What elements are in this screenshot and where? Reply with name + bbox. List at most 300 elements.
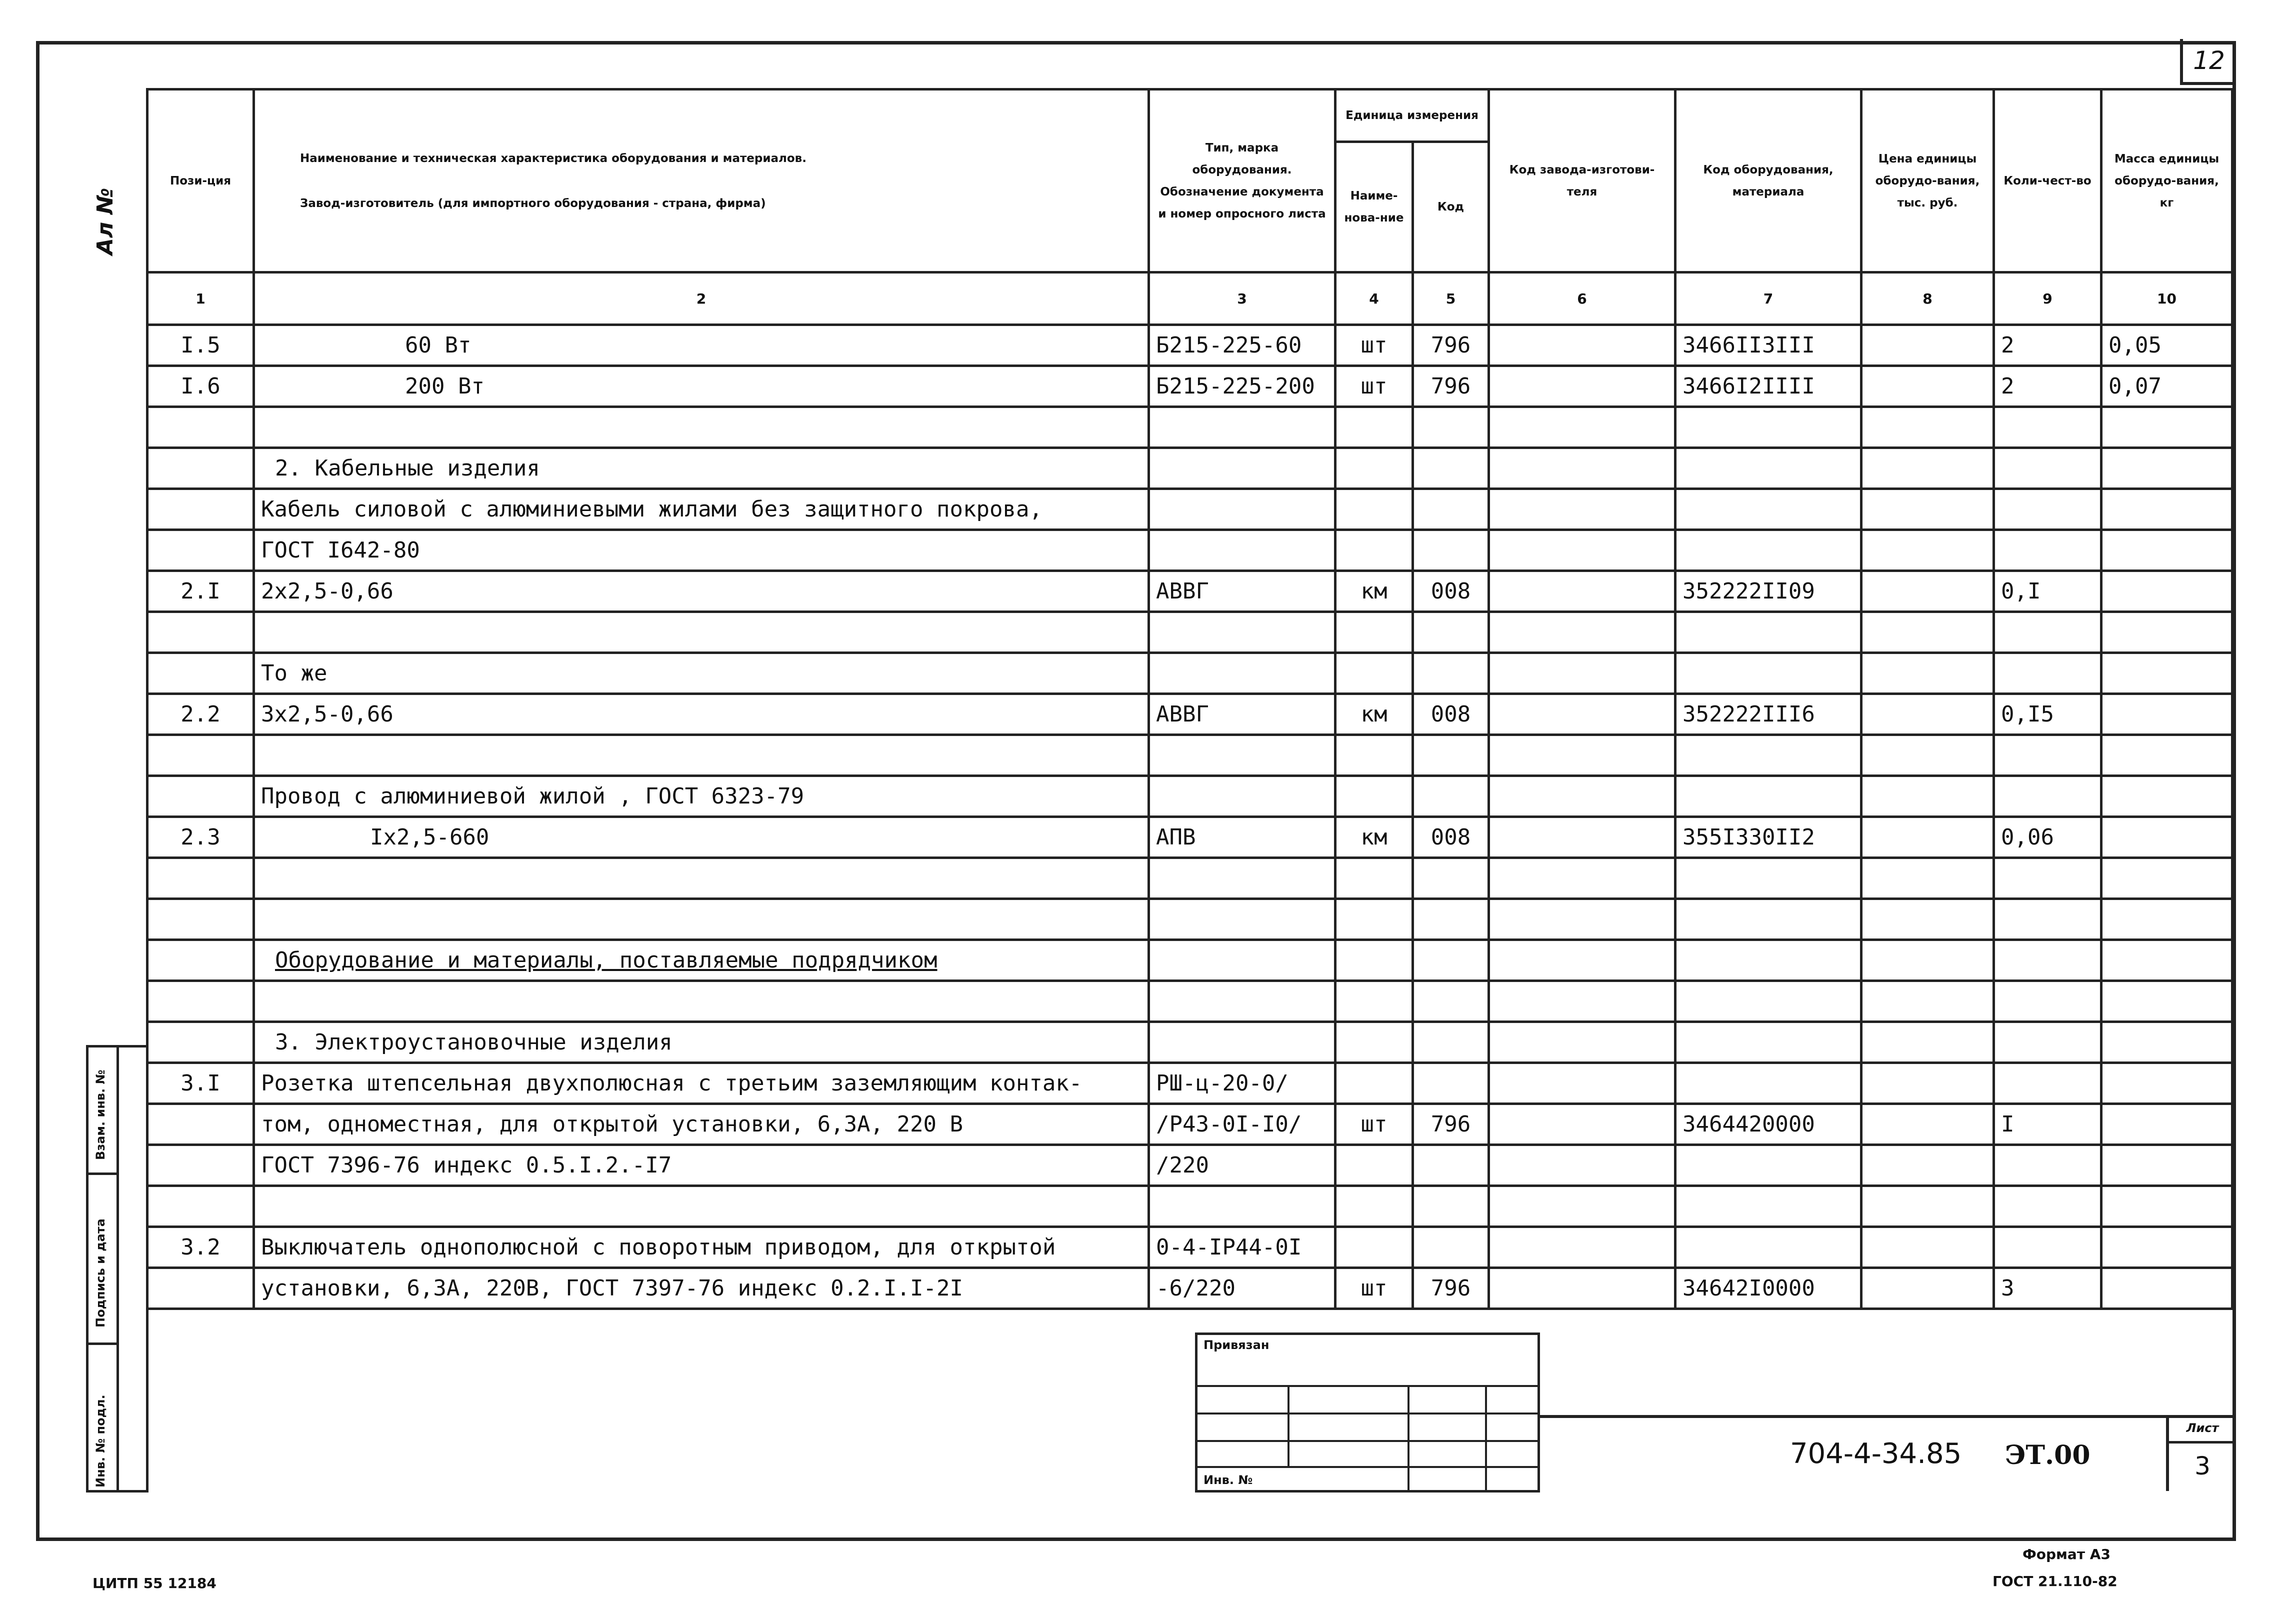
table-row <box>148 1186 2232 1227</box>
cell-unit <box>1336 776 1413 817</box>
cell-type <box>1149 981 1336 1022</box>
cell-equipment-code <box>1676 489 1862 530</box>
table-row <box>148 1063 2232 1104</box>
cell-equipment-code <box>1676 776 1862 817</box>
cell-position <box>148 612 254 653</box>
cell-name <box>254 981 1149 1022</box>
cell-type <box>1149 735 1336 776</box>
column-number: 1 <box>148 272 254 325</box>
stamp-line <box>1408 1385 1410 1490</box>
cell-unit-code <box>1413 735 1489 776</box>
table-row <box>148 858 2232 899</box>
cell-equipment-code <box>1676 981 1862 1022</box>
specification-body <box>148 325 2232 1309</box>
cell-name <box>254 899 1149 940</box>
cell-unit-code <box>1413 530 1489 571</box>
cell-unit <box>1336 858 1413 899</box>
cell-position <box>148 530 254 571</box>
table-row <box>148 899 2232 940</box>
cell-unit <box>1336 1022 1413 1063</box>
cell-mass <box>2102 1186 2232 1227</box>
cell-plant-code <box>1489 407 1676 448</box>
cell-mass <box>2102 448 2232 489</box>
cell-position <box>148 940 254 981</box>
cell-mass <box>2102 981 2232 1022</box>
cell-plant-code <box>1489 448 1676 489</box>
cell-name <box>254 1186 1149 1227</box>
cell-position <box>148 899 254 940</box>
table-row <box>148 940 2232 981</box>
cell-price <box>1862 694 1994 735</box>
cell-unit <box>1336 899 1413 940</box>
table-row <box>148 1145 2232 1186</box>
cell-type <box>1149 1186 1336 1227</box>
cell-type <box>1149 612 1336 653</box>
cell-mass <box>2102 1104 2232 1145</box>
cell-price <box>1862 1104 1994 1145</box>
cell-name: 3х2,5-0,66 <box>254 694 1149 735</box>
cell-unit-code <box>1413 489 1489 530</box>
cell-mass: 0,05 <box>2102 325 2232 366</box>
cell-mass <box>2102 1145 2232 1186</box>
cell-position <box>148 489 254 530</box>
cell-position: I.6 <box>148 366 254 407</box>
sign-date-label: Подпись и дата <box>94 1218 108 1328</box>
cell-unit: шт <box>1336 1104 1413 1145</box>
table-row <box>148 735 2232 776</box>
table-row <box>148 817 2232 858</box>
cell-quantity <box>1994 448 2102 489</box>
cell-quantity <box>1994 1063 2102 1104</box>
cell-unit-code <box>1413 899 1489 940</box>
cell-unit: км <box>1336 817 1413 858</box>
table-row <box>148 448 2232 489</box>
header-name-line2: Завод-изготовитель (для импортного оборудования - страна, фирма) <box>300 196 766 210</box>
cell-type <box>1149 776 1336 817</box>
cell-name: 2. Кабельные изделия <box>254 448 1149 489</box>
cell-mass <box>2102 1268 2232 1309</box>
cell-name: 60 Вт <box>254 325 1149 366</box>
cell-name: том, одноместная, для открытой установки, 6,3А, 220 В <box>254 1104 1149 1145</box>
cell-mass <box>2102 735 2232 776</box>
cell-position <box>148 735 254 776</box>
cell-type <box>1149 448 1336 489</box>
cell-quantity <box>1994 1145 2102 1186</box>
cell-position: 3.I <box>148 1063 254 1104</box>
cell-unit-code: 796 <box>1413 366 1489 407</box>
cell-price <box>1862 735 1994 776</box>
cell-plant-code <box>1489 981 1676 1022</box>
cell-plant-code <box>1489 1268 1676 1309</box>
cell-unit-code: 008 <box>1413 817 1489 858</box>
cell-mass <box>2102 776 2232 817</box>
cell-quantity: I <box>1994 1104 2102 1145</box>
cell-name <box>254 735 1149 776</box>
cell-quantity <box>1994 489 2102 530</box>
cell-plant-code <box>1489 571 1676 612</box>
cell-unit-code: 796 <box>1413 1268 1489 1309</box>
cell-plant-code <box>1489 1145 1676 1186</box>
cell-price <box>1862 1022 1994 1063</box>
cell-unit-code <box>1413 448 1489 489</box>
binding-stamp <box>1195 1332 1540 1492</box>
cell-price <box>1862 366 1994 407</box>
cell-equipment-code <box>1676 653 1862 694</box>
cell-plant-code <box>1489 325 1676 366</box>
cell-price <box>1862 817 1994 858</box>
cell-quantity <box>1994 1186 2102 1227</box>
cell-unit-code: 796 <box>1413 1104 1489 1145</box>
cell-unit-code <box>1413 407 1489 448</box>
cell-plant-code <box>1489 1227 1676 1268</box>
cell-mass <box>2102 407 2232 448</box>
cell-mass <box>2102 1022 2232 1063</box>
cell-position: 3.2 <box>148 1227 254 1268</box>
stamp-label-top: Привязан <box>1204 1338 1270 1352</box>
cell-name: Оборудование и материалы, поставляемые подрядчиком <box>254 940 1149 981</box>
header-unit-name: Наиме-нова-ние <box>1336 142 1413 272</box>
cell-unit <box>1336 940 1413 981</box>
specification-table <box>146 88 2234 1310</box>
sheet-number-box <box>2166 1415 2236 1491</box>
cell-quantity <box>1994 858 2102 899</box>
cell-unit <box>1336 653 1413 694</box>
cell-type: /Р43-0I-I0/ <box>1149 1104 1336 1145</box>
cell-equipment-code <box>1676 899 1862 940</box>
header-mass: Масса единицы оборудо-вания, кг <box>2102 90 2232 272</box>
column-number: 3 <box>1149 272 1336 325</box>
side-divider <box>88 1172 116 1175</box>
header-name-line1: Наименование и техническая характеристика оборудования и материалов. <box>300 152 806 165</box>
cell-name: установки, 6,3А, 220В, ГОСТ 7397-76 индекс 0.2.I.I-2I <box>254 1268 1149 1309</box>
table-row <box>148 612 2232 653</box>
archive-number-label: Ал № <box>92 188 118 255</box>
cell-name <box>254 858 1149 899</box>
cell-plant-code <box>1489 735 1676 776</box>
cell-type: РШ-ц-20-0/ <box>1149 1063 1336 1104</box>
cell-unit <box>1336 407 1413 448</box>
cell-position <box>148 1145 254 1186</box>
cell-quantity <box>1994 653 2102 694</box>
cell-mass <box>2102 1227 2232 1268</box>
cell-unit: шт <box>1336 1268 1413 1309</box>
cell-price <box>1862 653 1994 694</box>
cell-plant-code <box>1489 940 1676 981</box>
cell-type: АВВГ <box>1149 571 1336 612</box>
cell-price <box>1862 612 1994 653</box>
cell-mass <box>2102 612 2232 653</box>
cell-quantity <box>1994 776 2102 817</box>
table-row <box>148 325 2232 366</box>
cell-unit <box>1336 981 1413 1022</box>
cell-price <box>1862 448 1994 489</box>
cell-mass <box>2102 571 2232 612</box>
table-row <box>148 1268 2232 1309</box>
cell-plant-code <box>1489 817 1676 858</box>
cell-unit-code <box>1413 1186 1489 1227</box>
cell-quantity <box>1994 1227 2102 1268</box>
table-row <box>148 1022 2232 1063</box>
cell-price <box>1862 407 1994 448</box>
cell-unit-code <box>1413 1227 1489 1268</box>
cell-mass <box>2102 653 2232 694</box>
cell-type <box>1149 530 1336 571</box>
cell-unit <box>1336 448 1413 489</box>
cell-mass <box>2102 899 2232 940</box>
cell-price <box>1862 489 1994 530</box>
cell-type <box>1149 653 1336 694</box>
document-number: 704-4-34.85 <box>1790 1438 1962 1470</box>
cell-unit-code <box>1413 1022 1489 1063</box>
cell-price <box>1862 530 1994 571</box>
cell-equipment-code: 3464420000 <box>1676 1104 1862 1145</box>
column-number: 8 <box>1862 272 1994 325</box>
document-code: ЭТ.00 <box>2005 1440 2090 1470</box>
cell-equipment-code <box>1676 612 1862 653</box>
cell-unit: км <box>1336 571 1413 612</box>
cell-quantity: 2 <box>1994 325 2102 366</box>
cell-type <box>1149 1022 1336 1063</box>
cell-price <box>1862 940 1994 981</box>
cell-price <box>1862 1227 1994 1268</box>
header-unit-group: Единица измерения <box>1336 90 1489 142</box>
sheet-label: Лист <box>2169 1415 2236 1444</box>
stamp-label-bottom: Инв. № <box>1204 1473 1253 1487</box>
header-equipment-code: Код оборудования, материала <box>1676 90 1862 272</box>
cell-name: Iх2,5-660 <box>254 817 1149 858</box>
stamp-line <box>1198 1385 1538 1387</box>
cell-unit <box>1336 1145 1413 1186</box>
cell-position <box>148 1186 254 1227</box>
cell-position <box>148 1268 254 1309</box>
sheet-corner-number: 12 <box>2180 39 2235 85</box>
cell-mass <box>2102 1063 2232 1104</box>
cell-equipment-code <box>1676 1063 1862 1104</box>
header-type: Тип, марка оборудования. Обозначение документа и номер опросного листа <box>1149 90 1336 272</box>
cell-price <box>1862 776 1994 817</box>
cell-plant-code <box>1489 858 1676 899</box>
cell-plant-code <box>1489 653 1676 694</box>
cell-type: -6/220 <box>1149 1268 1336 1309</box>
stamp-line <box>1198 1466 1538 1468</box>
header-unit-code: Код <box>1413 142 1489 272</box>
cell-unit <box>1336 1186 1413 1227</box>
cell-name: То же <box>254 653 1149 694</box>
cell-unit-code: 008 <box>1413 694 1489 735</box>
cell-equipment-code: 3466II3III <box>1676 325 1862 366</box>
cell-position <box>148 448 254 489</box>
cell-name: Розетка штепсельная двухполюсная с третьим заземляющим контак- <box>254 1063 1149 1104</box>
cell-type: АПВ <box>1149 817 1336 858</box>
cell-equipment-code: 355I330II2 <box>1676 817 1862 858</box>
cell-name: 3. Электроустановочные изделия <box>254 1022 1149 1063</box>
cell-type <box>1149 940 1336 981</box>
cell-equipment-code <box>1676 858 1862 899</box>
table-row <box>148 694 2232 735</box>
cell-equipment-code <box>1676 1227 1862 1268</box>
cell-mass <box>2102 817 2232 858</box>
cell-equipment-code <box>1676 1186 1862 1227</box>
cell-unit-code <box>1413 981 1489 1022</box>
table-row <box>148 530 2232 571</box>
header-position: Пози-ция <box>148 90 254 272</box>
column-number: 10 <box>2102 272 2232 325</box>
replace-inv-label: Взам. инв. № <box>94 1070 108 1160</box>
stamp-line <box>1288 1385 1290 1466</box>
cell-position <box>148 776 254 817</box>
column-number: 7 <box>1676 272 1862 325</box>
cell-unit-code <box>1413 1063 1489 1104</box>
cell-quantity: 3 <box>1994 1268 2102 1309</box>
cell-name: Выключатель однополюсной с поворотным приводом, для открытой <box>254 1227 1149 1268</box>
table-row <box>148 1104 2232 1145</box>
cell-price <box>1862 1268 1994 1309</box>
cell-mass <box>2102 940 2232 981</box>
cell-price <box>1862 981 1994 1022</box>
cell-type: 0-4-IP44-0I <box>1149 1227 1336 1268</box>
cell-mass <box>2102 858 2232 899</box>
cell-plant-code <box>1489 1186 1676 1227</box>
cell-name: 2х2,5-0,66 <box>254 571 1149 612</box>
cell-plant-code <box>1489 694 1676 735</box>
footer-format: Формат А3 <box>2022 1546 2110 1562</box>
cell-quantity <box>1994 899 2102 940</box>
cell-type <box>1149 858 1336 899</box>
column-number: 9 <box>1994 272 2102 325</box>
cell-type <box>1149 489 1336 530</box>
cell-type: Б215-225-60 <box>1149 325 1336 366</box>
cell-name: Провод с алюминиевой жилой , ГОСТ 6323-79 <box>254 776 1149 817</box>
cell-unit-code <box>1413 858 1489 899</box>
cell-quantity <box>1994 1022 2102 1063</box>
cell-type <box>1149 899 1336 940</box>
stamp-line <box>1198 1440 1538 1442</box>
cell-plant-code <box>1489 1022 1676 1063</box>
cell-unit <box>1336 530 1413 571</box>
cell-unit-code <box>1413 940 1489 981</box>
cell-price <box>1862 571 1994 612</box>
cell-equipment-code: 34642I0000 <box>1676 1268 1862 1309</box>
cell-position <box>148 1104 254 1145</box>
cell-name: Кабель силовой с алюминиевыми жилами без защитного покрова, <box>254 489 1149 530</box>
column-number: 2 <box>254 272 1149 325</box>
side-signature-block <box>86 1045 148 1492</box>
header-quantity: Коли-чест-во <box>1994 90 2102 272</box>
cell-equipment-code: 352222II09 <box>1676 571 1862 612</box>
cell-position <box>148 1022 254 1063</box>
cell-mass <box>2102 694 2232 735</box>
table-row <box>148 981 2232 1022</box>
cell-unit <box>1336 489 1413 530</box>
cell-quantity: 2 <box>1994 366 2102 407</box>
cell-unit-code: 796 <box>1413 325 1489 366</box>
cell-position <box>148 858 254 899</box>
cell-quantity <box>1994 407 2102 448</box>
cell-unit: шт <box>1336 366 1413 407</box>
column-number: 5 <box>1413 272 1489 325</box>
cell-quantity: 0,I <box>1994 571 2102 612</box>
column-number: 6 <box>1489 272 1676 325</box>
cell-equipment-code <box>1676 407 1862 448</box>
cell-equipment-code: 352222III6 <box>1676 694 1862 735</box>
cell-unit: км <box>1336 694 1413 735</box>
cell-name: ГОСТ 7396-76 индекс 0.5.I.2.-I7 <box>254 1145 1149 1186</box>
cell-price <box>1862 325 1994 366</box>
cell-equipment-code <box>1676 448 1862 489</box>
cell-price <box>1862 1063 1994 1104</box>
stamp-line <box>1198 1412 1538 1414</box>
cell-unit-code <box>1413 1145 1489 1186</box>
cell-unit-code <box>1413 612 1489 653</box>
cell-equipment-code <box>1676 1145 1862 1186</box>
cell-price <box>1862 1186 1994 1227</box>
cell-plant-code <box>1489 899 1676 940</box>
header-name <box>254 90 1149 272</box>
cell-type: АВВГ <box>1149 694 1336 735</box>
cell-equipment-code <box>1676 530 1862 571</box>
cell-position <box>148 653 254 694</box>
title-block-line <box>1540 1415 2236 1418</box>
cell-position: I.5 <box>148 325 254 366</box>
table-row <box>148 366 2232 407</box>
cell-mass <box>2102 530 2232 571</box>
sheet-number: 3 <box>2194 1452 2210 1480</box>
side-divider <box>88 1342 116 1345</box>
cell-mass <box>2102 489 2232 530</box>
cell-unit <box>1336 1227 1413 1268</box>
cell-position <box>148 407 254 448</box>
cell-name <box>254 612 1149 653</box>
table-row <box>148 489 2232 530</box>
cell-plant-code <box>1489 366 1676 407</box>
stamp-line <box>1485 1385 1487 1490</box>
cell-unit <box>1336 1063 1413 1104</box>
cell-quantity <box>1994 981 2102 1022</box>
header-plant-code: Код завода-изготови-теля <box>1489 90 1676 272</box>
cell-quantity <box>1994 530 2102 571</box>
cell-quantity <box>1994 612 2102 653</box>
cell-equipment-code <box>1676 1022 1862 1063</box>
cell-unit: шт <box>1336 325 1413 366</box>
cell-quantity <box>1994 940 2102 981</box>
cell-plant-code <box>1489 612 1676 653</box>
cell-quantity: 0,06 <box>1994 817 2102 858</box>
cell-name: ГОСТ I642-80 <box>254 530 1149 571</box>
cell-plant-code <box>1489 489 1676 530</box>
cell-equipment-code <box>1676 940 1862 981</box>
cell-price <box>1862 1145 1994 1186</box>
cell-unit-code: 008 <box>1413 571 1489 612</box>
table-row <box>148 571 2232 612</box>
table-row <box>148 1227 2232 1268</box>
cell-plant-code <box>1489 776 1676 817</box>
footer-print-code: ЦИТП 55 12184 <box>92 1575 216 1592</box>
cell-type: /220 <box>1149 1145 1336 1186</box>
cell-unit <box>1336 735 1413 776</box>
cell-plant-code <box>1489 530 1676 571</box>
cell-plant-code <box>1489 1104 1676 1145</box>
cell-unit-code <box>1413 776 1489 817</box>
cell-name: 200 Вт <box>254 366 1149 407</box>
cell-position: 2.3 <box>148 817 254 858</box>
cell-type <box>1149 407 1336 448</box>
cell-price <box>1862 858 1994 899</box>
cell-price <box>1862 899 1994 940</box>
cell-equipment-code: 3466I2IIII <box>1676 366 1862 407</box>
cell-name <box>254 407 1149 448</box>
table-row <box>148 776 2232 817</box>
header-price: Цена единицы оборудо-вания, тыс. руб. <box>1862 90 1994 272</box>
